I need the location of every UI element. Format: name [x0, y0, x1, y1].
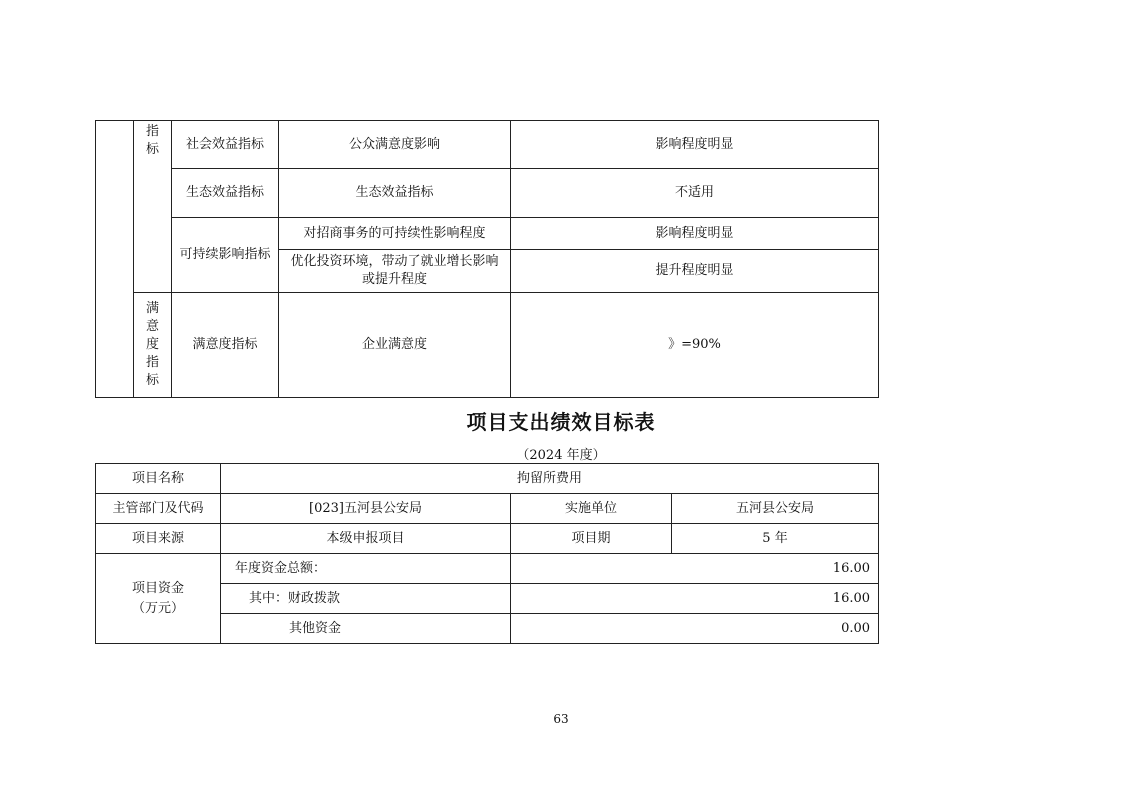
satisfaction-category: 满意度指标: [172, 293, 279, 398]
funds-unit: （万元）: [131, 600, 184, 616]
dept-label: 主管部门及代码: [96, 494, 221, 524]
total-funds-value: 16.00: [511, 554, 879, 584]
indicator-label-cell: 指 标: [134, 121, 172, 293]
social-benefit-target: 影响程度明显: [511, 121, 879, 169]
other-funds-label: 其他资金: [221, 614, 511, 644]
page-title: 项目支出绩效目标表: [466, 410, 656, 434]
impl-unit-label: 实施单位: [511, 494, 672, 524]
project-name-label: 项目名称: [96, 464, 221, 494]
sustain-target-2: 提升程度明显: [511, 250, 879, 293]
sustain-category: 可持续影响指标: [172, 218, 279, 293]
source-value: 本级申报项目: [221, 524, 511, 554]
social-benefit-indicator: 公众满意度影响: [279, 121, 511, 169]
dept-value: [023]五河县公安局: [221, 494, 511, 524]
social-benefit-category: 社会效益指标: [172, 121, 279, 169]
fiscal-funds-label: 其中：财政拨款: [221, 584, 511, 614]
ecology-benefit-category: 生态效益指标: [172, 169, 279, 218]
page-number: 63: [553, 712, 569, 726]
satisfaction-indicator: 企业满意度: [279, 293, 511, 398]
ecology-benefit-indicator: 生态效益指标: [279, 169, 511, 218]
other-funds-value: 0.00: [511, 614, 879, 644]
project-info-table: [95, 463, 879, 644]
satisfaction-label-cell: 满 意 度 指 标: [134, 293, 172, 398]
fiscal-funds-value: 16.00: [511, 584, 879, 614]
sustain-indicator-1: 对招商事务的可持续性影响程度: [279, 218, 511, 250]
indicator-table-continued: [95, 120, 879, 398]
total-funds-label: 年度资金总额：: [221, 554, 511, 584]
satisfaction-target: 》=90%: [511, 293, 879, 398]
project-name-value: 拘留所费用: [221, 464, 879, 494]
impl-unit-value: 五河县公安局: [672, 494, 879, 524]
funds-label-cell: [96, 554, 221, 644]
funds-label: 项目资金: [131, 580, 184, 596]
source-label: 项目来源: [96, 524, 221, 554]
period-value: 5 年: [672, 524, 879, 554]
period-label: 项目期: [511, 524, 672, 554]
sustain-target-1: 影响程度明显: [511, 218, 879, 250]
blank-first-column: [96, 121, 134, 398]
page-subtitle: （2024 年度）: [516, 448, 606, 463]
sustain-indicator-2: 优化投资环境，带动了就业增长影响或提升程度: [279, 250, 511, 293]
ecology-benefit-target: 不适用: [511, 169, 879, 218]
